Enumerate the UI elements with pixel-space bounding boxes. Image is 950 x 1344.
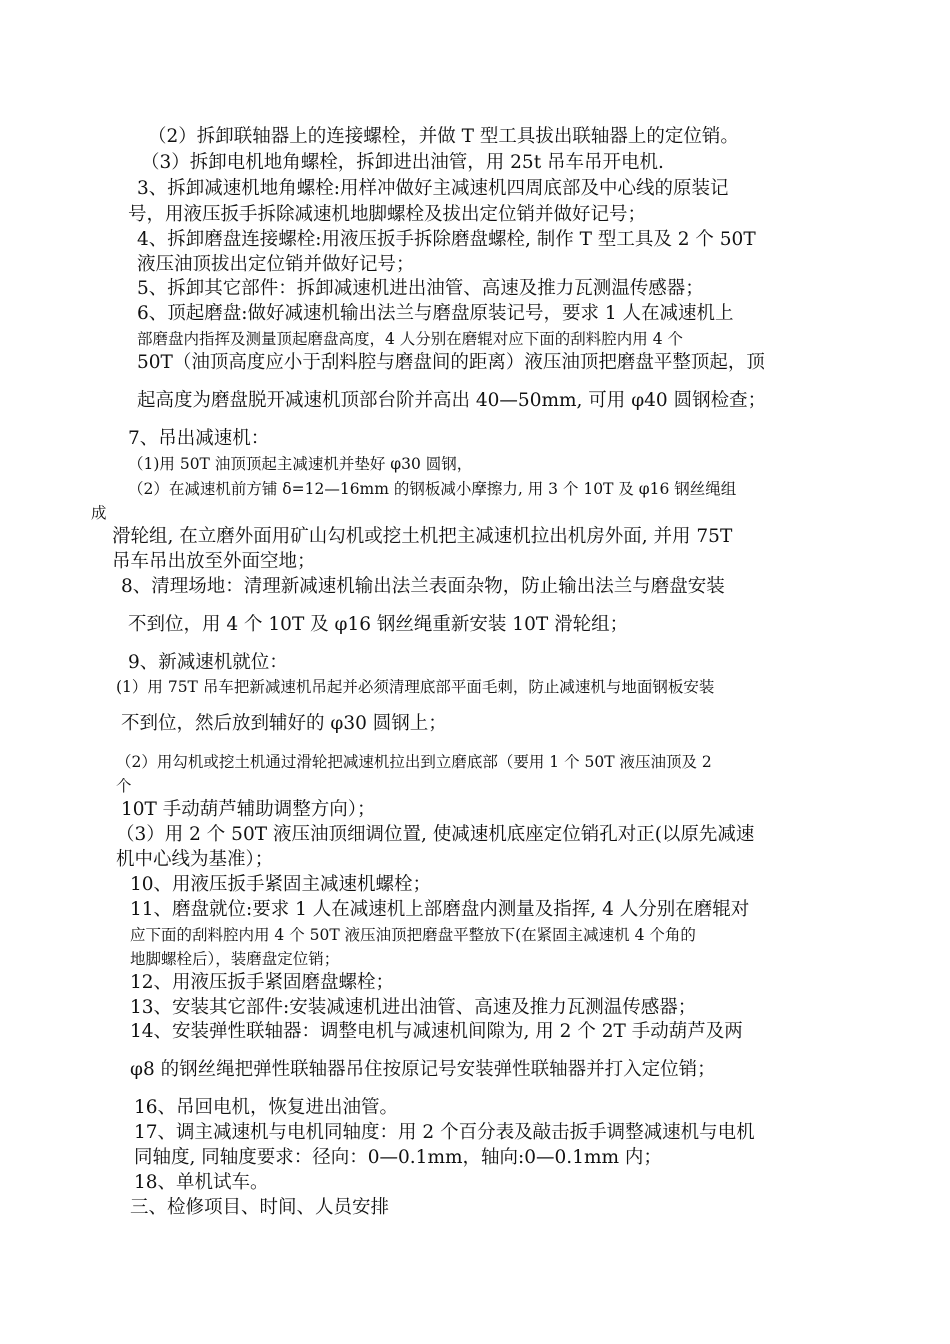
text-line: 5、拆卸其它部件：拆卸减速机进出油管、高速及推力瓦测温传感器； <box>137 278 704 299</box>
text-line: 50T（油顶高度应小于刮料腔与磨盘间的距离）液压油顶把磨盘平整顶起，顶 <box>137 352 765 373</box>
text-line: 液压油顶拔出定位销并做好记号； <box>137 254 415 275</box>
text-line: 11、磨盘就位:要求 1 人在减速机上部磨盘内测量及指挥, 4 人分别在磨辊对 <box>130 899 750 920</box>
text-line: （2）拆卸联轴器上的连接螺栓，并做 T 型工具拔出联轴器上的定位销。 <box>148 126 739 147</box>
text-line: 17、调主减速机与电机同轴度：用 2 个百分表及敲击扳手调整减速机与电机 <box>134 1122 755 1143</box>
text-line: 成 <box>91 504 107 522</box>
text-line: 10T 手动葫芦辅助调整方向）； <box>121 799 376 820</box>
text-line: 个 <box>116 777 132 795</box>
text-line: 13、安装其它部件:安装减速机进出油管、高速及推力瓦测温传感器； <box>130 997 697 1018</box>
text-line: 14、安装弹性联轴器：调整电机与减速机间隙为, 用 2 个 2T 手动葫芦及两 <box>130 1021 743 1042</box>
text-line: （3）用 2 个 50T 液压油顶细调位置, 使减速机底座定位销孔对正(以原先减速 <box>116 824 755 845</box>
text-line: φ8 的钢丝绳把弹性联轴器吊住按原记号安装弹性联轴器并打入定位销； <box>130 1059 716 1080</box>
text-line: 号，用液压扳手拆除减速机地脚螺栓及拔出定位销并做好记号； <box>128 204 647 225</box>
text-line: (1）用 75T 吊车把新减速机吊起并必须清理底部平面毛刺，防止减速机与地面钢板安装 <box>116 678 715 696</box>
text-line: 10、用液压扳手紧固主减速机螺栓； <box>130 874 432 895</box>
text-line: 12、用液压扳手紧固磨盘螺栓； <box>130 972 395 993</box>
text-line: 4、拆卸磨盘连接螺栓:用液压扳手拆除磨盘螺栓, 制作 T 型工具及 2 个 50T <box>137 229 756 250</box>
text-line: 6、顶起磨盘:做好减速机输出法兰与磨盘原装记号，要求 1 人在减速机上 <box>137 303 734 324</box>
text-line: 不到位，用 4 个 10T 及 φ16 钢丝绳重新安装 10T 滑轮组； <box>128 614 629 635</box>
text-line: 部磨盘内指挥及测量顶起磨盘高度，4 人分别在磨辊对应下面的刮料腔内用 4 个 <box>137 330 684 348</box>
section-heading: 三、检修项目、时间、人员安排 <box>130 1197 390 1218</box>
text-line: 机中心线为基准）； <box>116 849 274 870</box>
text-line: 应下面的刮料腔内用 4 个 50T 液压油顶把磨盘平整放下(在紧固主减速机 4 个角的 <box>130 926 696 944</box>
text-line: （3）拆卸电机地角螺栓，拆卸进出油管，用 25t 吊车吊开电机. <box>141 152 664 173</box>
text-line: 8、清理场地：清理新减速机输出法兰表面杂物，防止输出法兰与磨盘安装 <box>121 576 725 597</box>
text-line: （2）在减速机前方铺 δ=12—16mm 的钢板减小摩擦力, 用 3 个 10T 及 φ16 钢丝绳组 <box>128 480 737 498</box>
text-line: 滑轮组, 在立磨外面用矿山勾机或挖土机把主减速机拉出机房外面, 并用 75T <box>112 526 733 547</box>
text-line: 地脚螺栓后），装磨盘定位销； <box>130 950 340 968</box>
text-line: 同轴度, 同轴度要求：径向：0—0.1mm，轴向:0—0.1mm 内； <box>134 1147 662 1168</box>
text-line: 吊车吊出放至外面空地； <box>112 551 316 572</box>
text-line: 18、单机试车。 <box>134 1172 269 1193</box>
text-line: 不到位，然后放到辅好的 φ30 圆钢上； <box>121 713 447 734</box>
text-line: （2）用勾机或挖土机通过滑轮把减速机拉出到立磨底部（要用 1 个 50T 液压油顶及 2 <box>116 753 712 771</box>
text-line: 3、拆卸减速机地角螺栓:用样冲做好主减速机四周底部及中心线的原装记 <box>137 178 729 199</box>
text-line: 16、吊回电机，恢复进出油管。 <box>134 1097 399 1118</box>
text-line: （1)用 50T 油顶顶起主减速机并垫好 φ30 圆钢， <box>128 455 473 473</box>
text-line: 9、新减速机就位： <box>128 652 288 673</box>
text-line: 起高度为磨盘脱开减速机顶部台阶并高出 40—50mm, 可用 φ40 圆钢检查； <box>137 390 767 411</box>
text-line: 7、吊出减速机： <box>128 428 270 449</box>
